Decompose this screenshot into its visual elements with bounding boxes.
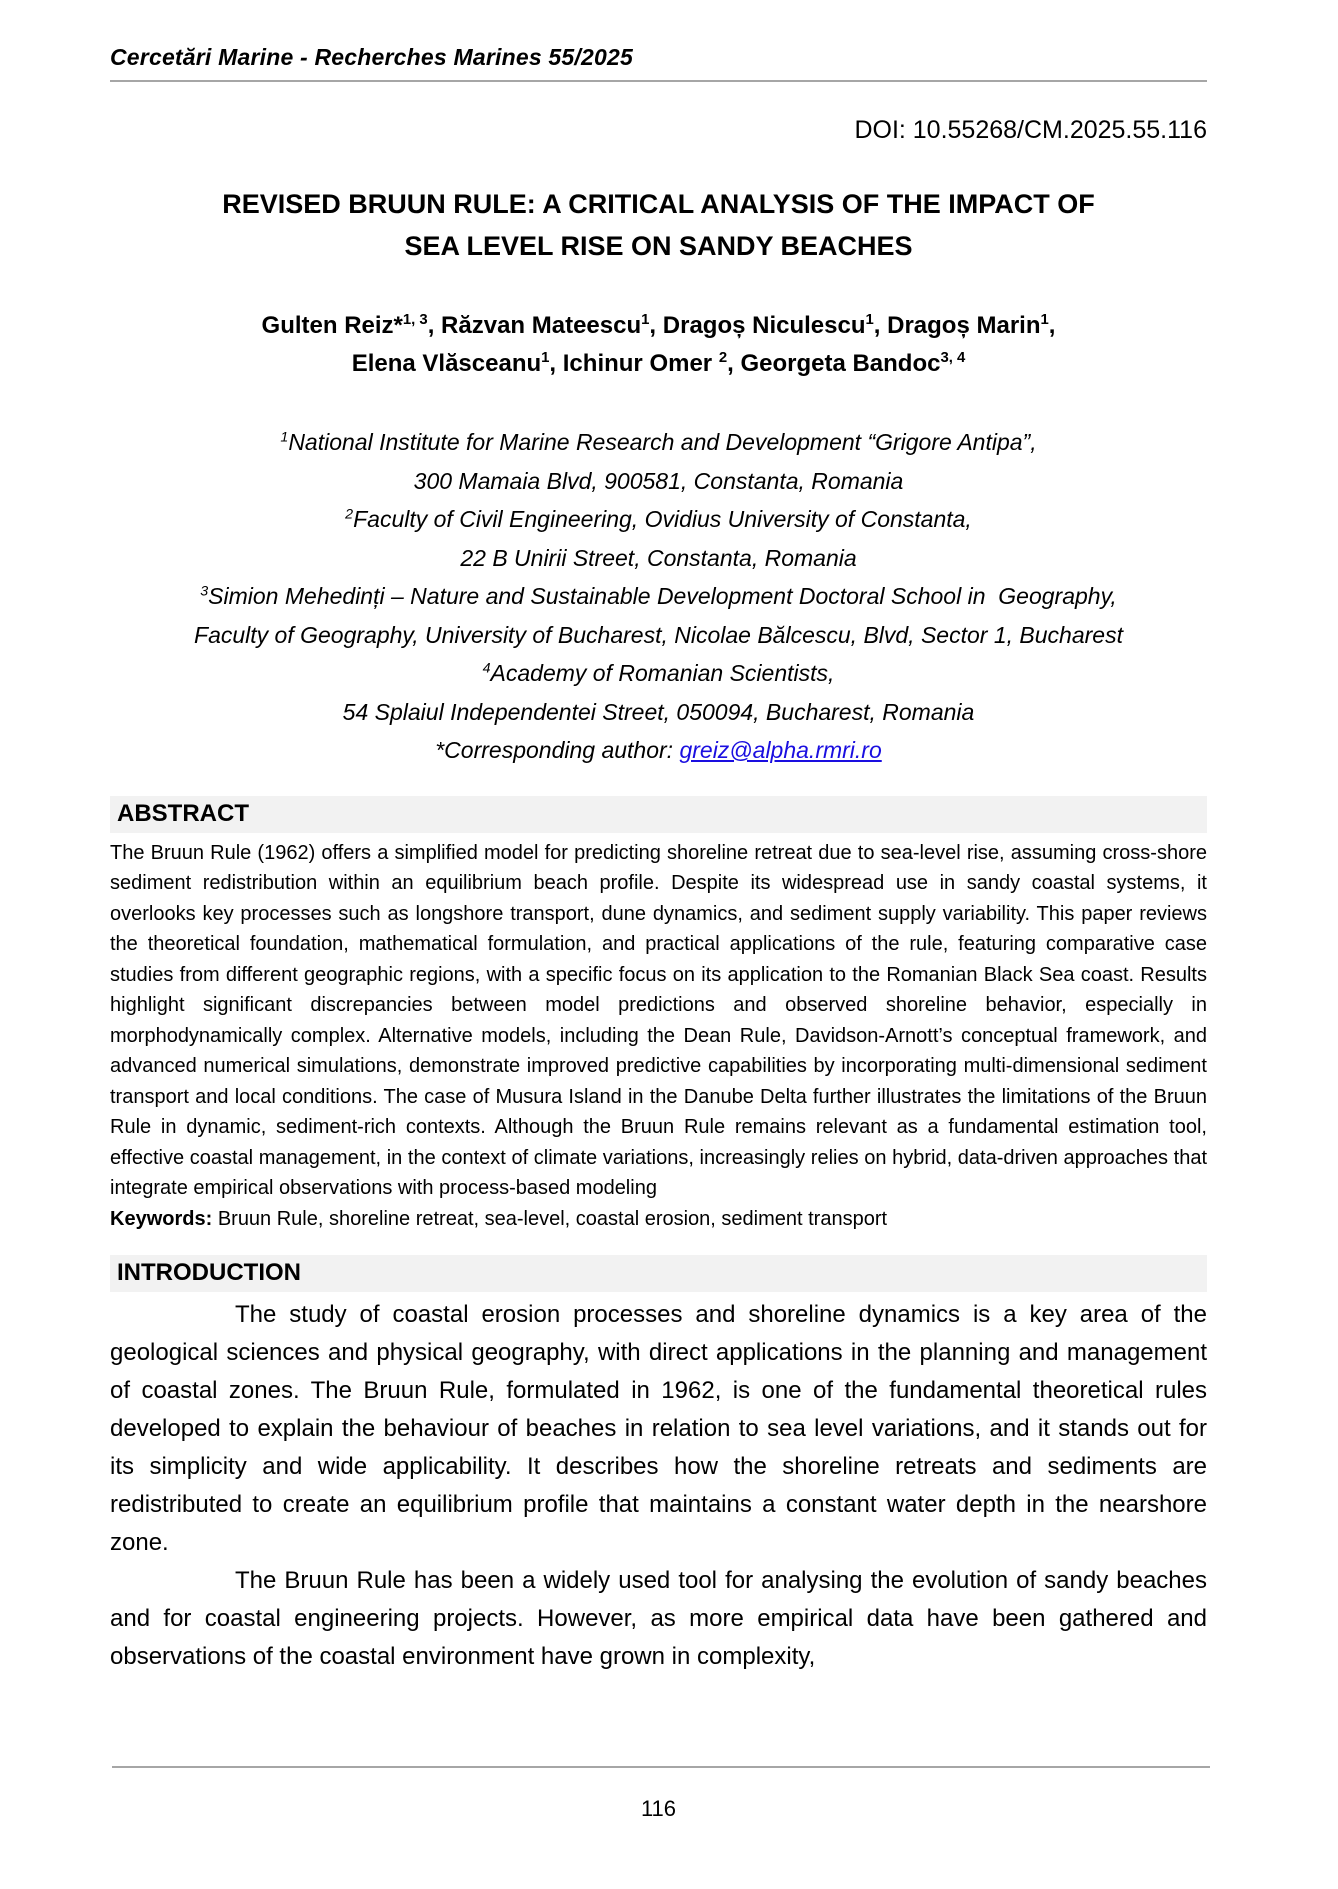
affiliation-line xyxy=(110,462,1207,501)
author-affiliation-ref: 1 xyxy=(541,350,550,366)
author-affiliation-ref: 1 xyxy=(865,312,874,328)
affiliation-line xyxy=(110,654,1207,693)
affiliation-line xyxy=(110,693,1207,732)
affiliation-text: 22 B Unirii Street, Constanta, Romania xyxy=(460,544,857,571)
author-name: Elena Vlăsceanu xyxy=(351,350,542,377)
affiliation-number: 4 xyxy=(482,660,491,677)
author-name: Ichinur Omer xyxy=(562,350,719,377)
affiliation-text: 300 Mamaia Blvd, 900581, Constanta, Romania xyxy=(413,467,904,494)
introduction-heading: INTRODUCTION xyxy=(110,1255,1207,1292)
author-name: Dragoș Marin xyxy=(887,312,1041,339)
author-affiliation-ref: 1 xyxy=(1040,312,1049,328)
journal-header: Cercetări Marine - Recherches Marines 55/2025 xyxy=(110,44,633,70)
affiliation-text: Faculty of Civil Engineering, Ovidius University of Constanta, xyxy=(353,506,972,532)
author-name: Dragoș Niculescu xyxy=(662,312,866,339)
keywords-line xyxy=(110,1204,1207,1235)
author-separator: , xyxy=(649,312,663,339)
affiliation-text: Academy of Romanian Scientists, xyxy=(490,660,835,686)
affiliation-line xyxy=(110,577,1207,616)
author-separator: , xyxy=(549,350,563,377)
header-divider xyxy=(110,80,1207,82)
abstract-section xyxy=(110,796,1207,1235)
abstract-heading: ABSTRACT xyxy=(110,796,1207,833)
page-header xyxy=(110,44,1207,145)
affiliation-line xyxy=(110,423,1207,462)
affiliation-text: 54 Splaiul Independentei Street, 050094, Bucharest, Romania xyxy=(342,698,975,725)
author-separator: , xyxy=(427,312,442,339)
author-affiliation-ref: 2 xyxy=(718,350,728,366)
affiliation-line xyxy=(110,616,1207,655)
author-affiliation-ref: 1 xyxy=(641,312,650,328)
introduction-paragraph-1: The study of coastal erosion processes and shoreline dynamics is a key area of the geological sciences and physical geography, with direct applications in the planning and management of coastal zones. The Bruun Rule, formulated in 1962, is one of the fundamental theoretical rules developed to explain the behaviour of beaches in relation to sea level variations, and it stands out for its simplicity and wide applicability. It describes how the shoreline retreats and sediments are redistributed to create an equilibrium profile that maintains a constant water depth in the nearshore zone. xyxy=(110,1301,1207,1556)
author-separator: , xyxy=(727,350,741,377)
affiliations-block xyxy=(110,423,1207,731)
author-name: Georgeta Bandoc xyxy=(740,350,941,377)
introduction-paragraph-2: The Bruun Rule has been a widely used tool for analysing the evolution of sandy beaches and for coastal engineering projects. However, as more empirical data have been gathered and observations of the coastal environment have grown in complexity, xyxy=(110,1567,1207,1670)
author-separator: , xyxy=(1048,312,1056,339)
authors-block xyxy=(110,307,1207,383)
author-affiliation-ref: 1, 3 xyxy=(402,312,428,328)
author-name: Răzvan Mateescu xyxy=(441,312,642,339)
keywords-label: Keywords: xyxy=(110,1207,213,1230)
article-title-line2: SEA LEVEL RISE ON SANDY BEACHES xyxy=(404,231,913,261)
author-line xyxy=(110,345,1207,383)
affiliation-number: 1 xyxy=(280,429,289,446)
affiliation-text: National Institute for Marine Research and Development “Grigore Antipa”, xyxy=(288,429,1037,455)
corresponding-author-email-link[interactable]: greiz@alpha.rmri.ro xyxy=(679,737,882,763)
abstract-text: The Bruun Rule (1962) offers a simplified model for predicting shoreline retreat due to sea-level rise, assuming cross-shore sediment redistribution within an equilibrium beach profile. Despite its widespread use in sandy coastal systems, it overlooks key processes such as longshore transport, dune dynamics, and sediment supply variability. This paper reviews the theoretical foundation, mathematical formulation, and practical applications of the rule, featuring comparative case studies from different geographic regions, with a specific focus on its application to the Romanian Black Sea coast. Results highlight significant discrepancies between model predictions and observed shoreline behavior, especially in morphodynamically complex. Alternative models, including the Dean Rule, Davidson-Arnott’s conceptual framework, and advanced numerical simulations, demonstrate improved predictive capabilities by incorporating multi-dimensional sediment transport and local conditions. The case of Musura Island in the Danube Delta further illustrates the limitations of the Bruun Rule in dynamic, sediment-rich contexts. Although the Bruun Rule remains relevant as a fundamental estimation tool, effective coastal management, in the context of climate variations, increasingly relies on hybrid, data-driven approaches that integrate empirical observations with process-based modeling xyxy=(110,841,1207,1199)
footer-divider xyxy=(112,1766,1210,1768)
corresponding-author-prefix: *Corresponding author: xyxy=(435,737,680,763)
page-number: 116 xyxy=(640,1796,677,1821)
affiliation-line xyxy=(110,539,1207,578)
affiliation-text: Faculty of Geography, University of Bucharest, Nicolae Bălcescu, Blvd, Sector 1, Bucharest xyxy=(194,621,1123,648)
author-line xyxy=(110,307,1207,345)
article-title xyxy=(110,183,1207,267)
corresponding-author-line xyxy=(110,731,1207,770)
keywords-text: Bruun Rule, shoreline retreat, sea-level, coastal erosion, sediment transport xyxy=(217,1207,888,1230)
introduction-section xyxy=(110,1255,1207,1676)
affiliation-text: Simion Mehedinți – Nature and Sustainable Development Doctoral School in Geography, xyxy=(208,583,1117,609)
article-title-line1: REVISED BRUUN RULE: A CRITICAL ANALYSIS OF THE IMPACT OF xyxy=(222,189,1095,219)
doi: DOI: 10.55268/CM.2025.55.116 xyxy=(854,116,1207,144)
author-name: Gulten Reiz* xyxy=(261,312,403,339)
author-affiliation-ref: 3, 4 xyxy=(940,350,966,366)
affiliation-number: 3 xyxy=(200,583,209,600)
affiliation-line xyxy=(110,500,1207,539)
affiliation-number: 2 xyxy=(345,506,354,523)
author-separator: , xyxy=(873,312,888,339)
